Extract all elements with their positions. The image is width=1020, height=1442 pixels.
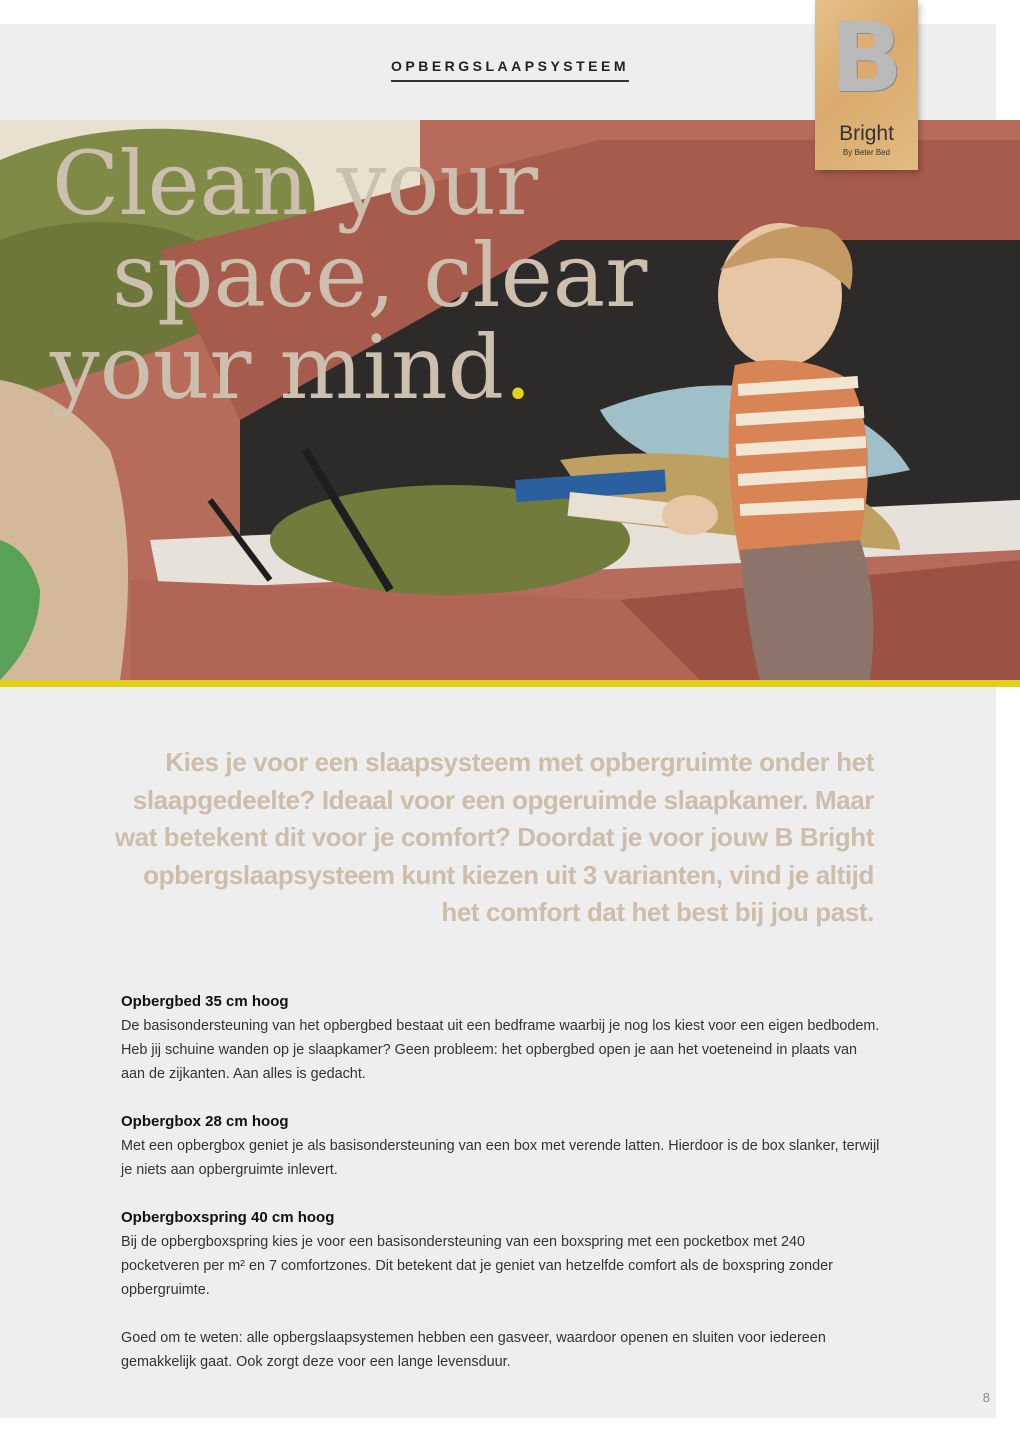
headline-line-3-text: your mind (50, 316, 505, 419)
section-text: Met een opbergbox geniet je als basisondersteuning van een box met verende latten. Hierdoor is de box slanker, terwijl je niets aan opbergruimte inlevert. (121, 1138, 880, 1178)
closing-paragraph: Goed om te weten: alle opbergslaapsystemen hebben een gasveer, waardoor openen en sluiten voor iedereen gemakkelijk gaat. Ook zorgt deze voor een lange levensduur. (121, 1330, 826, 1370)
section-opbergbed (121, 990, 881, 1086)
headline-dot: . (504, 316, 532, 419)
section-opbergbox (121, 1110, 881, 1182)
hero-headline (0, 122, 760, 442)
headline-line-1: Clean your (52, 132, 539, 235)
intro-paragraph: Kies je voor een slaapsysteem met opbergruimte onder het slaapgedeelte? Ideaal voor een opgeruimde slaapkamer. Maar wat betekent dit voor je comfort? Doordat je voor jouw B Bright opbergslaapsysteem kunt kiezen uit 3 varianten, vind je altijd het comfort dat het best bij jou past. (114, 747, 874, 927)
page-number: 8 (982, 1390, 990, 1405)
logo-brand: Bright (839, 122, 894, 145)
headline-line-3 (50, 316, 532, 419)
logo-letter: B (829, 2, 904, 114)
logo-subtitle: By Beter Bed (842, 148, 891, 157)
body-text (121, 990, 881, 1398)
bright-logo (815, 0, 918, 170)
section-text: Bij de opbergboxspring kies je voor een basisondersteuning van een boxspring met een pocketbox met 240 pocketveren per m² en 7 comfortzones. Dit betekent dat je geniet van hetzelfde comfort als de boxspring zonder opbergruimte. (121, 1234, 833, 1298)
headline-line-2: space, clear (112, 224, 648, 327)
hero-accent-line (0, 680, 1020, 687)
section-heading: Opbergbed 35 cm hoog (121, 993, 289, 1010)
section-title-text: OPBERGSLAAPSYSTEEM (391, 58, 629, 82)
section-text: De basisondersteuning van het opbergbed bestaat uit een bedframe waarbij je nog los kiest voor een eigen bedbodem. Heb jij schuine wanden op je slaapkamer? Geen probleem: het opbergbed open je aan het voeteneind in plaats van aan de zijkanten. Aan alles is gedacht. (121, 1018, 880, 1082)
section-heading: Opbergboxspring 40 cm hoog (121, 1209, 335, 1226)
section-heading: Opbergbox 28 cm hoog (121, 1113, 289, 1130)
section-opbergboxspring (121, 1206, 881, 1302)
